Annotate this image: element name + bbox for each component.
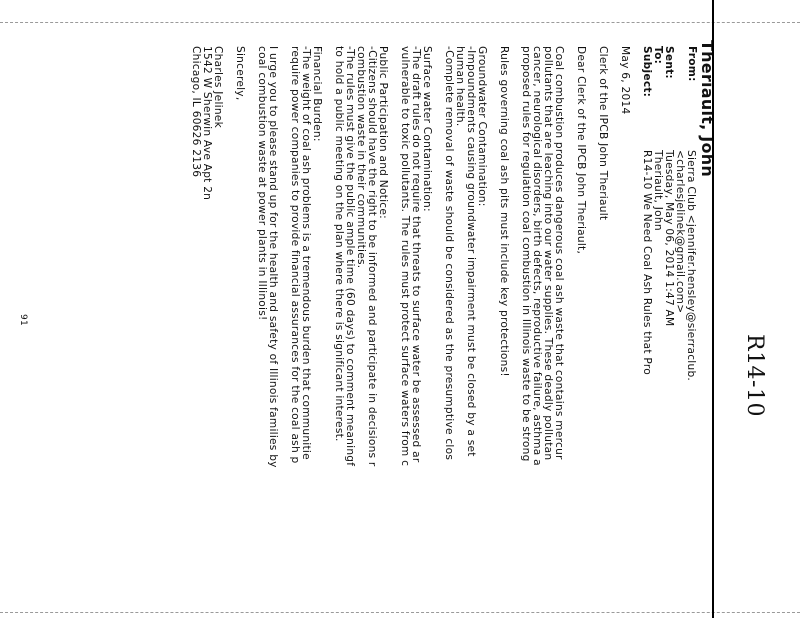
section-line: -Citizens should have the right to be informed and participate in decisions r xyxy=(366,46,378,467)
field-value-subject: R14-10 We Need Coal Ash Rules that Pro xyxy=(641,150,653,375)
signature-address: 1542 W Sherwin Ave Apt 2n xyxy=(201,46,213,201)
section-heading-surface-water: Surface water Contamination: xyxy=(421,46,433,212)
field-value-to: Theriault, John xyxy=(652,150,664,231)
header-rule xyxy=(712,0,714,618)
field-value-from-email: <charlesjelinek@gmail.com> xyxy=(674,150,686,314)
section-line: human health. xyxy=(454,46,466,127)
section-line: -The rules must give the public ample time (60 days) to comment meaningf xyxy=(344,46,356,467)
section-line: require power companies to provide financial assurances for the coal ash p xyxy=(289,46,301,464)
intro-line: Coal combustion produces dangerous coal ash waste that contains mercur xyxy=(553,46,565,460)
section-heading-financial: Financial Burden: xyxy=(311,46,323,142)
section-line: -The weight of coal ash problems is a tremendous burden that communitie xyxy=(300,46,312,460)
letter-addressee: Clerk of the IPCB John Theriault xyxy=(597,46,609,221)
field-value-sent: Tuesday, May 06, 2014 1:47 AM xyxy=(663,150,675,327)
closing-line: I urge you to please stand up for the health and safety of Illinois families by xyxy=(267,46,279,468)
page-number: 91 xyxy=(18,314,28,326)
closing-line: coal combustion waste at power plants in Illinois! xyxy=(256,46,268,321)
field-label-subject: Subject: xyxy=(641,46,653,98)
sender-header-name: Theriault, John xyxy=(698,40,717,177)
intro-line: cancer, neurological disorders, birth defects, reproductive failure, asthma a xyxy=(531,46,543,466)
signoff: Sincerely, xyxy=(234,46,246,101)
case-number: R14-10 xyxy=(742,334,767,417)
field-label-sent: Sent: xyxy=(663,46,675,79)
section-line: vulnerable to toxic pollutants. The rules must protect surface waters from c xyxy=(399,46,411,467)
field-label-to: To: xyxy=(652,46,664,65)
field-label-from: From: xyxy=(686,46,698,82)
section-line: -The draft rules do not require that threats to surface water be assessed ar xyxy=(410,46,422,463)
section-line: -Complete removal of waste should be considered as the presumptive clos xyxy=(443,46,455,461)
section-line: combustion waste in their communities. xyxy=(355,46,367,269)
field-value-from: Sierra Club <jennifer.hensley@sierraclub. xyxy=(685,150,697,382)
letter-date: May 6, 2014 xyxy=(619,46,631,115)
signature-city: Chicago, IL 60626 2136 xyxy=(190,46,202,178)
intro-line: proposed rules for regulation coal combustion in Illinois waste to be strong xyxy=(520,46,532,462)
letter-salutation: Dear Clerk of the IPCB John Theriault, xyxy=(575,46,587,255)
section-line: -Impoundments causing groundwater impairment must be closed by a set xyxy=(465,46,477,457)
intro-line: pollutants that are leaching into our water supplies. These deadly pollutan xyxy=(542,46,554,461)
section-heading-public-participation: Public Participation and Notice: xyxy=(377,46,389,219)
section-line: to hold a public meeting on the plan where there is significant interest. xyxy=(333,46,345,442)
signature-name: Charles Jelinek xyxy=(212,46,224,128)
rules-line: Rules governing coal ash pits must include key protections! xyxy=(498,46,510,377)
section-heading-groundwater: Groundwater Contamination: xyxy=(476,46,488,207)
